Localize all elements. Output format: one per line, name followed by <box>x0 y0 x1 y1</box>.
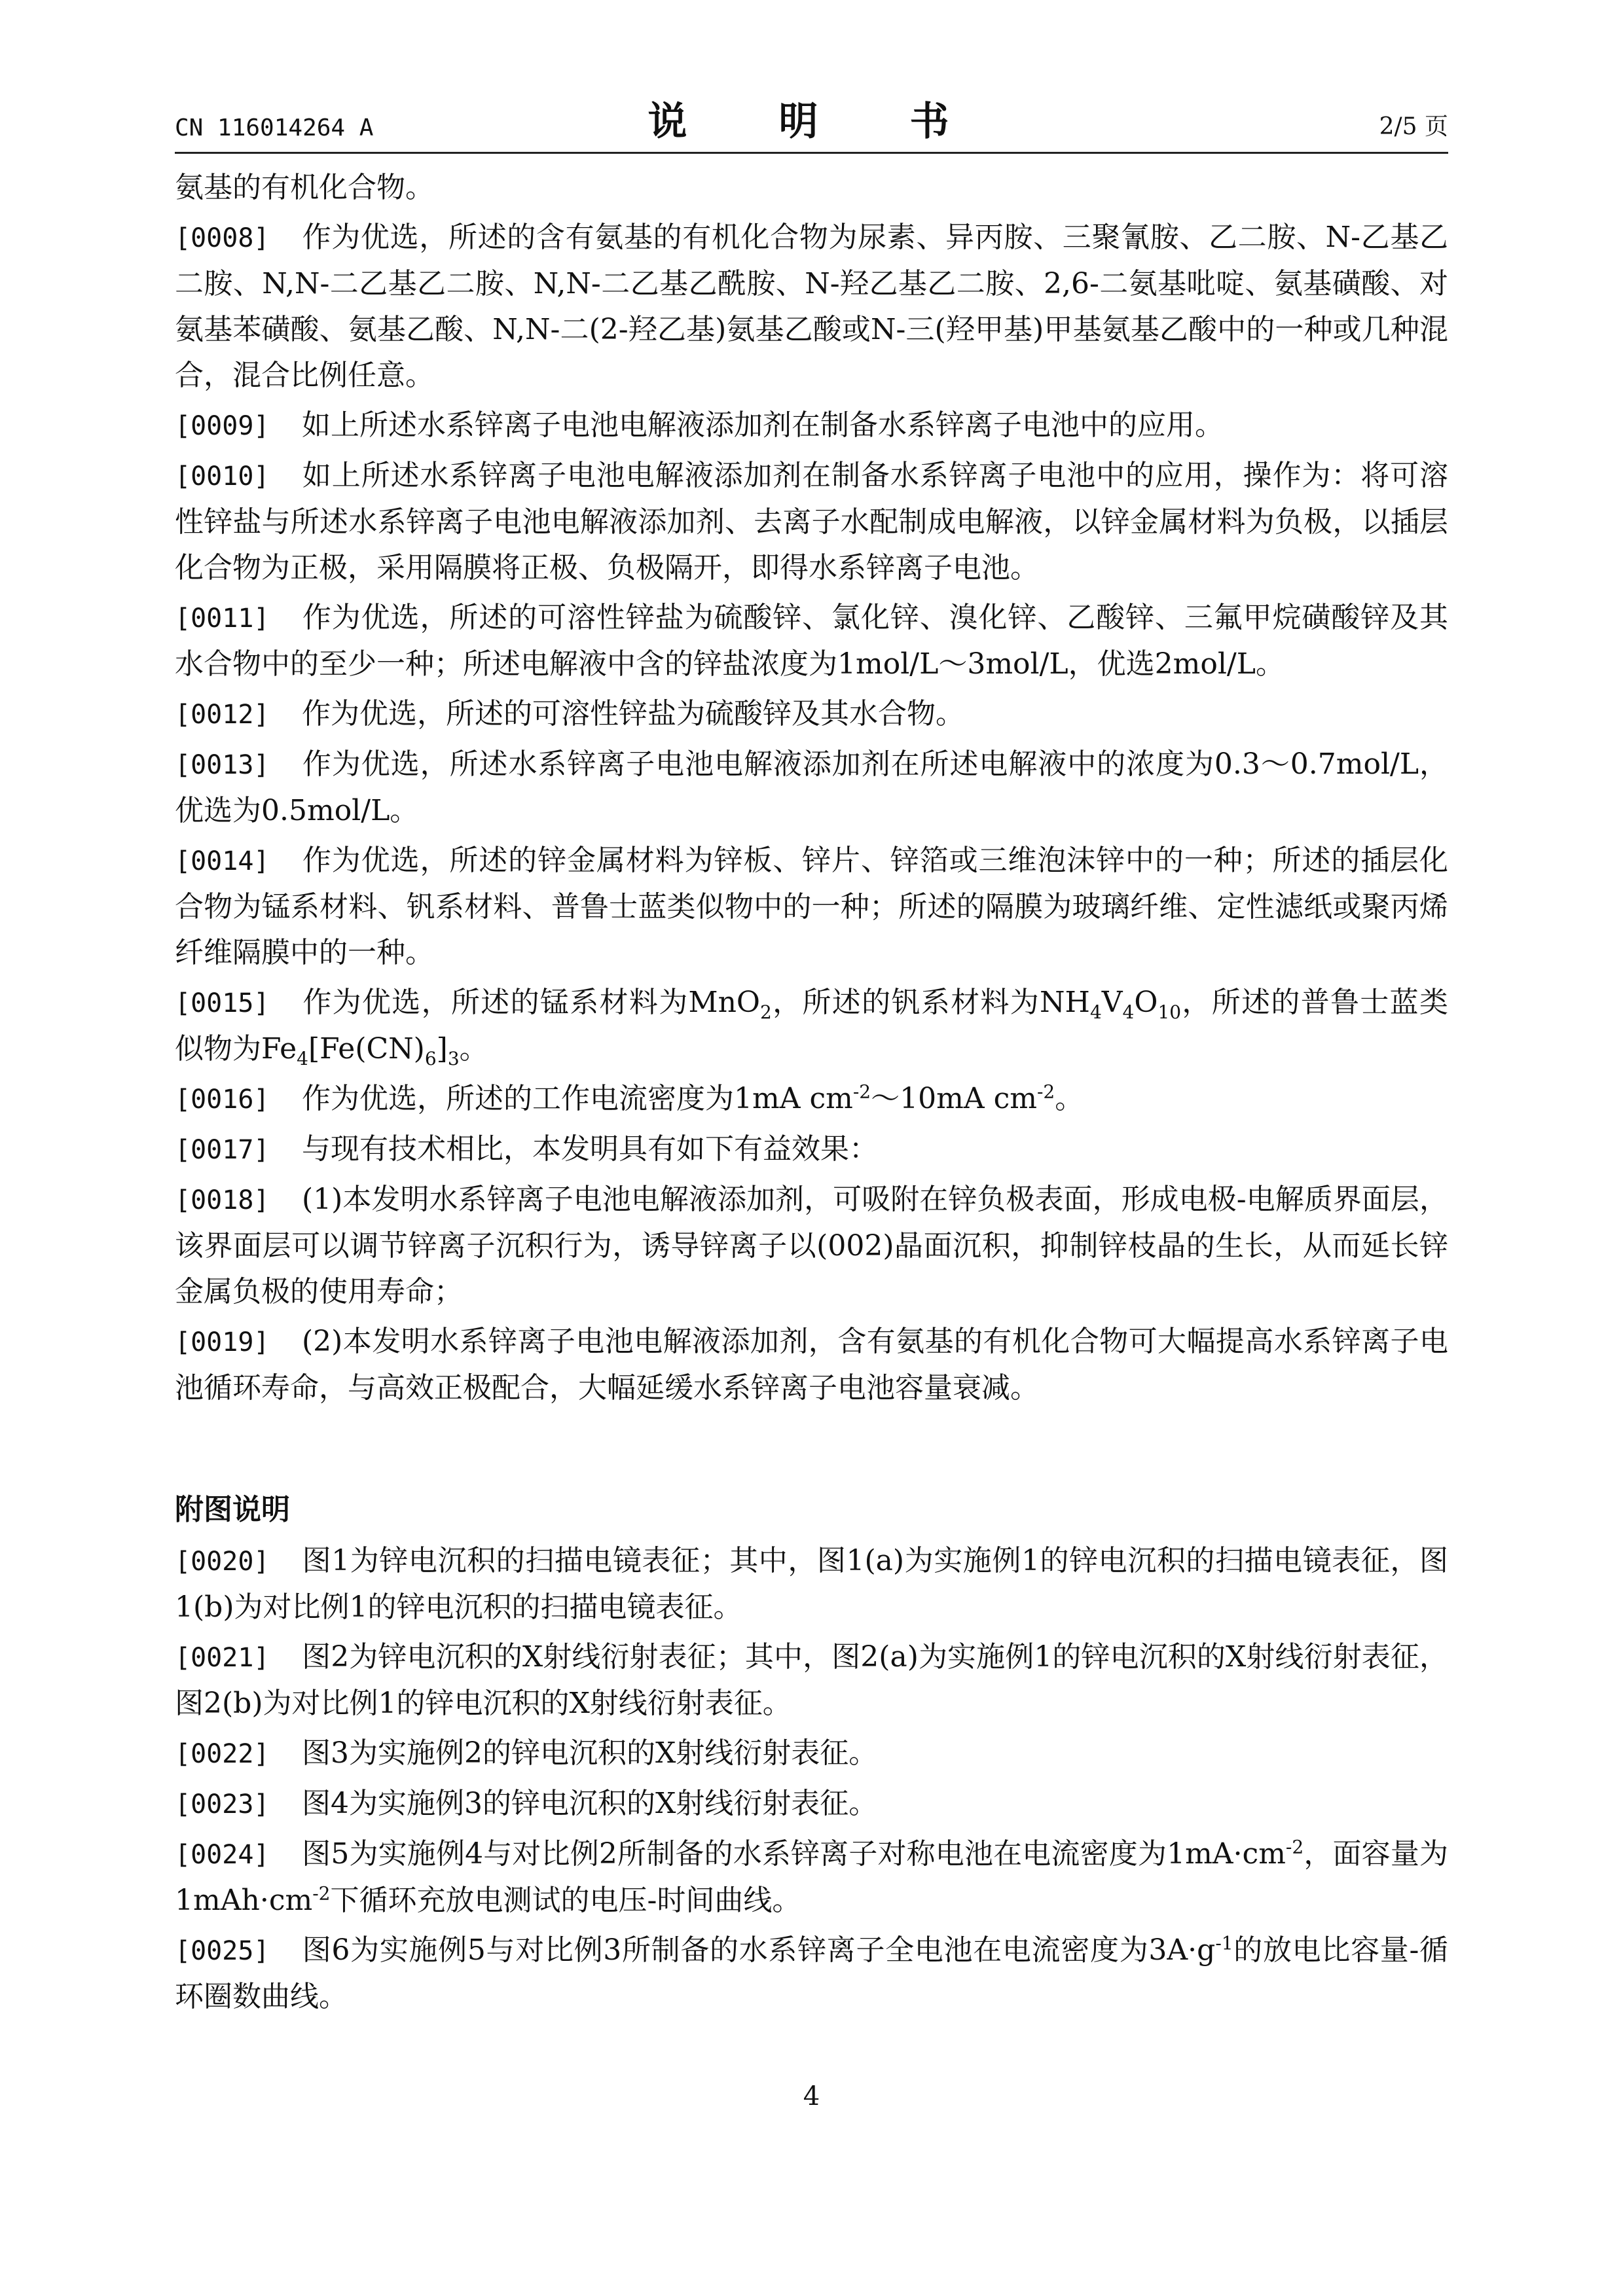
paragraph-text: 图2为锌电沉积的X射线衍射表征；其中，图2(a)为实施例1的锌电沉积的X射线衍射表征，图2(b)为对比例1的锌电沉积的X射线衍射表征。 <box>175 1640 1448 1720</box>
paragraph-number: [0012] <box>175 700 270 730</box>
subscript: 2 <box>760 1001 772 1023</box>
text-run: 。 <box>459 1032 488 1066</box>
text-run: ，所述的普鲁士蓝类似物为Fe <box>175 986 1449 1066</box>
paragraph-text: 氨基的有机化合物。 <box>175 171 434 204</box>
paragraph-text: 作为优选，所述的含有氨基的有机化合物为尿素、异丙胺、三聚氰胺、乙二胺、N-乙基乙二胺、N,N-二乙基乙二胺、N,N-二乙基乙酰胺、N-羟乙基乙二胺、2,6-二氨基吡啶、氨基磺酸、对氨基苯磺酸、氨基乙酸、N,N-二(2-羟乙基)氨基乙酸或N-三(羟甲基)甲基氨基乙酸中的一种或几种混合，混合比例任意。 <box>175 221 1448 392</box>
text-run: 的放电比容量-循环圈数曲线。 <box>175 1933 1449 2013</box>
paragraph-text: 作为优选，所述的可溶性锌盐为硫酸锌及其水合物。 <box>302 697 964 730</box>
section-spacer <box>175 1415 1448 1487</box>
paragraph-number: [0019] <box>175 1327 270 1357</box>
paragraph-text: 图1为锌电沉积的扫描电镜表征；其中，图1(a)为实施例1的锌电沉积的扫描电镜表征，图1(b)为对比例1的锌电沉积的扫描电镜表征。 <box>175 1544 1448 1624</box>
text-run: 。 <box>1055 1082 1084 1115</box>
superscript: -2 <box>312 1882 331 1905</box>
subscript: 3 <box>447 1047 460 1069</box>
text-run: ～10mA cm <box>871 1082 1037 1115</box>
paragraph-text: 图3为实施例2的锌电沉积的X射线衍射表征。 <box>302 1736 878 1770</box>
paragraph-number: [0020] <box>175 1547 270 1577</box>
paragraph-text: 与现有技术相比，本发明具有如下有益效果： <box>302 1132 878 1166</box>
text-run: 图6为实施例5与对比例3所制备的水系锌离子全电池在电流密度为3A·g <box>302 1933 1216 1967</box>
paragraph-0013 <box>175 742 1448 834</box>
paragraph-0024 <box>175 1831 1448 1924</box>
paragraph-0009 <box>175 403 1448 449</box>
paragraph-number: [0025] <box>175 1936 270 1966</box>
paragraph-text: 图4为实施例3的锌电沉积的X射线衍射表征。 <box>302 1787 878 1820</box>
subscript: 4 <box>1122 1001 1135 1023</box>
paragraph-0012 <box>175 691 1448 738</box>
superscript: -2 <box>1285 1836 1304 1858</box>
paragraph-text: (2)本发明水系锌离子电池电解液添加剂，含有氨基的有机化合物可大幅提高水系锌离子电池循环寿命，与高效正极配合，大幅延缓水系锌离子电池容量衰减。 <box>175 1325 1448 1405</box>
superscript: -2 <box>852 1081 871 1103</box>
document-title: 说 明 书 <box>647 99 976 145</box>
paragraph-0018 <box>175 1177 1448 1315</box>
paragraph-0022 <box>175 1731 1448 1777</box>
text-run: 下循环充放电测试的电压-时间曲线。 <box>330 1884 801 1917</box>
paragraph-0014 <box>175 838 1448 976</box>
text-run: 作为优选，所述的锰系材料为MnO <box>302 986 760 1019</box>
paragraph-0019 <box>175 1319 1448 1411</box>
paragraph-0023 <box>175 1781 1448 1827</box>
paragraph-number: [0022] <box>175 1739 270 1769</box>
subscript: 10 <box>1158 1001 1182 1023</box>
paragraph-number: [0008] <box>175 223 270 253</box>
paragraph-0015 <box>175 980 1448 1072</box>
document-body <box>175 165 1448 2024</box>
paragraph-0025 <box>175 1928 1448 2020</box>
subscript: 6 <box>424 1047 437 1069</box>
paragraph-0017 <box>175 1126 1448 1173</box>
paragraph-0021 <box>175 1634 1448 1727</box>
subscript: 4 <box>1089 1001 1102 1023</box>
text-run: V <box>1101 986 1123 1019</box>
paragraph-0010 <box>175 453 1448 591</box>
text-run: 图5为实施例4与对比例2所制备的水系锌离子对称电池在电流密度为1mA·cm <box>302 1837 1286 1871</box>
publication-number: CN 116014264 A <box>175 115 374 141</box>
paragraph-0020 <box>175 1538 1448 1630</box>
paragraph-number: [0013] <box>175 750 270 780</box>
text-run: [Fe(CN) <box>308 1032 425 1066</box>
paragraph-text: 如上所述水系锌离子电池电解液添加剂在制备水系锌离子电池中的应用，操作为：将可溶性锌盐与所述水系锌离子电池电解液添加剂、去离子水配制成电解液，以锌金属材料为负极，以插层化合物为正极，采用隔膜将正极、负极隔开，即得水系锌离子电池。 <box>175 459 1448 584</box>
text-run: ，所述的钒系材料为NH <box>771 986 1090 1019</box>
paragraph-number: [0016] <box>175 1085 270 1115</box>
paragraph-continuation <box>175 165 1448 211</box>
text-run: ，面容量为1mAh·cm <box>175 1837 1448 1917</box>
paragraph-0008 <box>175 215 1448 399</box>
text-run: 作为优选，所述的工作电流密度为1mA cm <box>302 1082 853 1115</box>
paragraph-number: [0014] <box>175 846 270 876</box>
paragraph-number: [0015] <box>175 988 270 1018</box>
paragraph-number: [0009] <box>175 411 270 441</box>
superscript: -2 <box>1036 1081 1055 1103</box>
subscript: 4 <box>297 1047 308 1069</box>
paragraph-text: 作为优选，所述的可溶性锌盐为硫酸锌、氯化锌、溴化锌、乙酸锌、三氟甲烷磺酸锌及其水合物中的至少一种；所述电解液中含的锌盐浓度为1mol/L～3mol/L，优选2mol/L。 <box>175 601 1448 681</box>
page-header <box>175 98 1448 151</box>
paragraph-number: [0018] <box>175 1185 270 1215</box>
paragraph-text: 作为优选，所述水系锌离子电池电解液添加剂在所述电解液中的浓度为0.3～0.7mol/L，优选为0.5mol/L。 <box>175 747 1448 827</box>
section-heading: 附图说明 <box>175 1493 290 1526</box>
paragraph-0011 <box>175 595 1448 687</box>
text-run: O <box>1134 986 1158 1019</box>
paragraph-text: (1)本发明水系锌离子电池电解液添加剂，可吸附在锌负极表面，形成电极-电解质界面层，该界面层可以调节锌离子沉积行为，诱导锌离子以(002)晶面沉积，抑制锌枝晶的生长，从而延长锌金属负极的使用寿命； <box>175 1183 1448 1308</box>
page-indicator: 2/5 页 <box>1379 113 1448 140</box>
paragraph-number: [0010] <box>175 461 270 492</box>
superscript: -1 <box>1215 1932 1233 1954</box>
paragraph-0016 <box>175 1076 1448 1122</box>
paragraph-text: 如上所述水系锌离子电池电解液添加剂在制备水系锌离子电池中的应用。 <box>302 408 1224 442</box>
text-run: ] <box>436 1032 448 1066</box>
paragraph-number: [0023] <box>175 1789 270 1820</box>
page-number: 4 <box>803 2081 820 2111</box>
paragraph-number: [0021] <box>175 1643 270 1673</box>
paragraph-number: [0024] <box>175 1840 270 1870</box>
header-rule <box>175 152 1448 154</box>
paragraph-number: [0011] <box>175 603 270 634</box>
paragraph-number: [0017] <box>175 1135 270 1165</box>
paragraph-text: 作为优选，所述的锌金属材料为锌板、锌片、锌箔或三维泡沫锌中的一种；所述的插层化合物为锰系材料、钒系材料、普鲁士蓝类似物中的一种；所述的隔膜为玻璃纤维、定性滤纸或聚丙烯纤维隔膜中的一种。 <box>175 844 1448 969</box>
